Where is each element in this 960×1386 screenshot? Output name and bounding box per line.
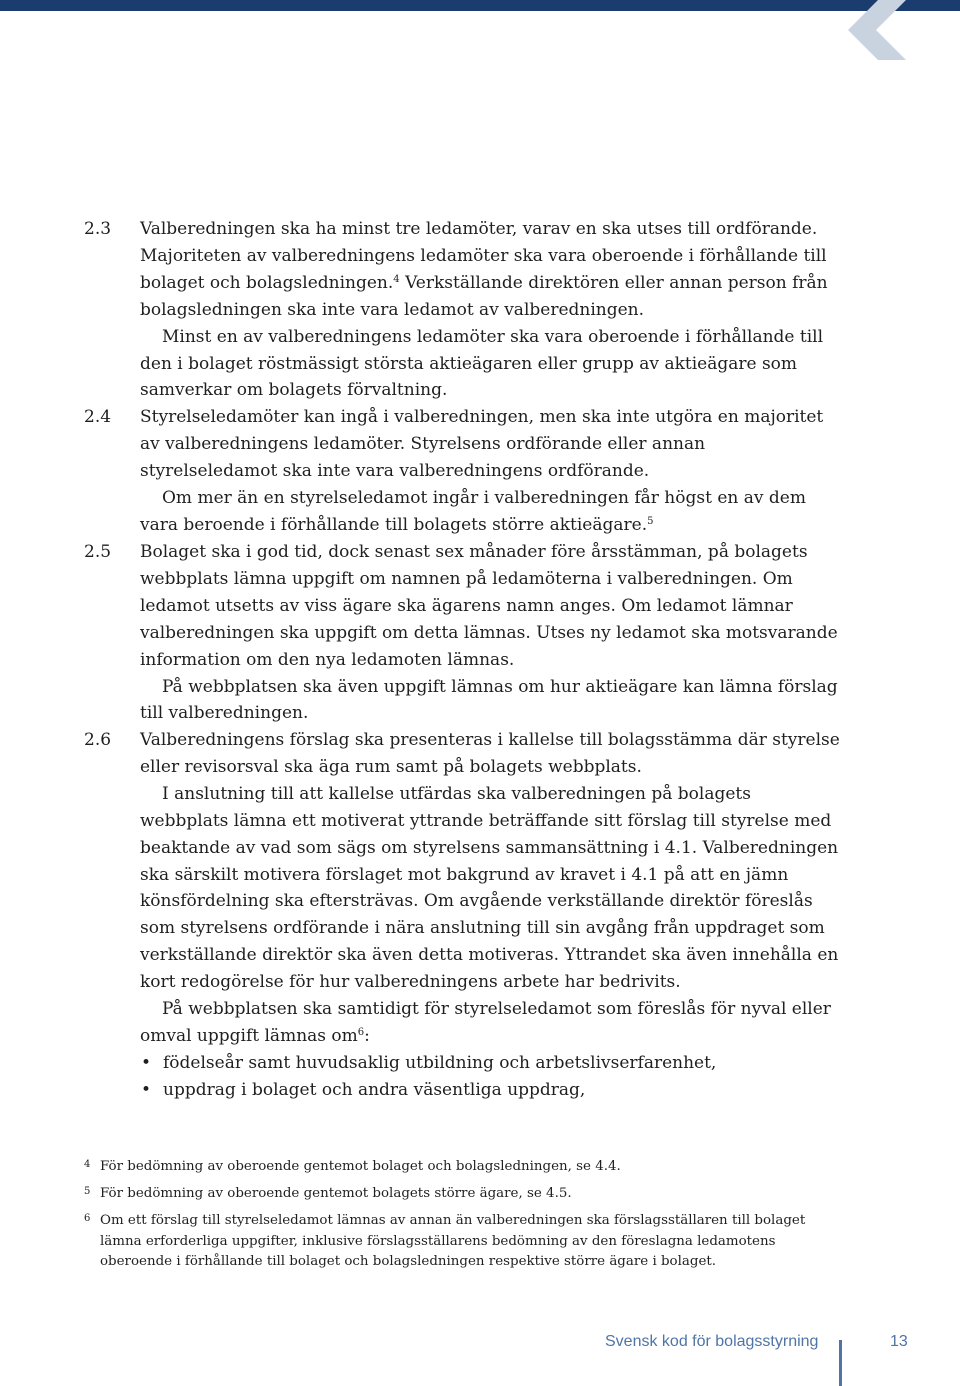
paragraph: Valberedningens förslag ska presenteras i kallelse till bolagsstämma där styrelse eller revisorsval ska äga rum samt på bolagets webbplats. — [140, 730, 840, 777]
paragraph: Om mer än en styrelseledamot ingår i valberedningen får högst en av dem vara beroende i förhållande till bolagets större aktieägare.$^5$ — [140, 487, 806, 535]
section-number: 2.3 — [84, 219, 112, 239]
top-color-bar — [0, 0, 960, 11]
footnote-number: 6 — [84, 1213, 91, 1224]
chevron-left-icon — [848, 0, 906, 60]
footnote-text: För bedömning av oberoende gentemot bolagets större ägare, se 4.5. — [100, 1186, 572, 1201]
footnotes — [84, 1157, 844, 1279]
footnote-ref: 4 — [393, 273, 400, 285]
list-item: • uppdrag i bolaget och andra väsentliga uppdrag, — [140, 1077, 843, 1104]
footnote — [84, 1157, 844, 1178]
footnote — [84, 1184, 844, 1205]
footer-title: Svensk kod för bolagsstyrning — [605, 1333, 819, 1350]
paragraph: På webbplatsen ska samtidigt för styrelseledamot som föreslås för nyval eller omval uppgift lämnas $om^6$: — [140, 999, 831, 1046]
paragraph: I anslutning till att kallelse utfärdas ska valberedningen på bolagets webbplats lämna ett motiverat yttrande beträffande sitt förslag till styrelse med beaktande av vad som sägs om styrelsens sammansättning i 4.1. Valberedningen ska särskilt motivera förslaget mot bakgrund av kravet i 4.1 på att en jämn könsfördelning ska eftersträvas. Om avgående verkställande direktör föreslås som styrelsens ordförande i nära anslutning till sin avgång från uppdraget som verkställande direktör ska även detta motiveras. Yttrandet ska även innehålla en kort redogörelse för hur valberedningens arbete har bedrivits. — [140, 783, 839, 993]
section-body — [140, 539, 843, 727]
section-body — [140, 727, 843, 1104]
paragraph: Minst en av valberedningens ledamöter ska vara oberoende i förhållande till den i bolaget röstmässigt största aktieägaren eller grupp av aktieägare som samverkar om bolagets förvaltning. — [140, 326, 824, 401]
footnote-ref: 6 — [357, 1026, 365, 1038]
footnote — [84, 1211, 844, 1273]
section-body — [140, 404, 843, 539]
paragraph: Bolaget ska i god tid, dock senast sex månader före årsstämman, på bolagets webbplats lämna uppgift om namnen på ledamöterna i valberedningen. Om ledamot utsetts av viss ägare ska ägarens namn anges. Om ledamot lämnar valberedningen ska uppgift om detta lämnas. Utses ny ledamot ska motsvarande information om den nya ledamoten lämnas. — [140, 542, 838, 670]
paragraph: Valberedningen ska ha minst tre ledamöter, varav en ska utses till ordförande. Majoriteten av valberedningens ledamöter ska vara oberoende i förhållande till bolaget och bolagsledningen.$^4$ Verkställande direktören eller annan person från bolagsledningen ska inte vara ledamot av valberedningen. — [140, 219, 828, 320]
page-number: 13 — [890, 1333, 908, 1350]
footnote-number: 5 — [84, 1186, 91, 1197]
footnote-number: 4 — [84, 1159, 91, 1170]
footnote-text: Om ett förslag till styrelseledamot lämnas av annan än valberedningen ska förslagsställaren till bolaget lämna erforderliga uppgifter, inklusive förslagsställarens bedömning av den föreslagna ledamotens oberoende i förhållande till bolaget och bolagsledningen respektive större ägare i bolaget. — [100, 1213, 806, 1269]
paragraph: Styrelseledamöter kan ingå i valberedningen, men ska inte utgöra en majoritet av valberedningens ledamöter. Styrelsens ordförande eller annan styrelseledamot ska inte vara valberedningens ordförande. — [140, 407, 824, 481]
section-number: 2.4 — [84, 407, 112, 427]
footer-divider — [839, 1340, 842, 1386]
bullet-icon: • — [141, 1079, 152, 1100]
section-number: 2.5 — [84, 542, 112, 562]
paragraph: På webbplatsen ska även uppgift lämnas om hur aktieägare kan lämna förslag till valberedningen. — [140, 676, 838, 724]
bullet-icon: • — [141, 1052, 152, 1073]
footnote-ref: 5 — [647, 515, 654, 527]
footnote-text: För bedömning av oberoende gentemot bolaget och bolagsledningen, se 4.4. — [100, 1159, 621, 1174]
bullet-list — [140, 1050, 843, 1104]
list-item: • födelseår samt huvudsaklig utbildning och arbetslivserfarenhet, — [140, 1050, 843, 1077]
section-number: 2.6 — [84, 730, 112, 750]
section-body — [140, 216, 843, 404]
